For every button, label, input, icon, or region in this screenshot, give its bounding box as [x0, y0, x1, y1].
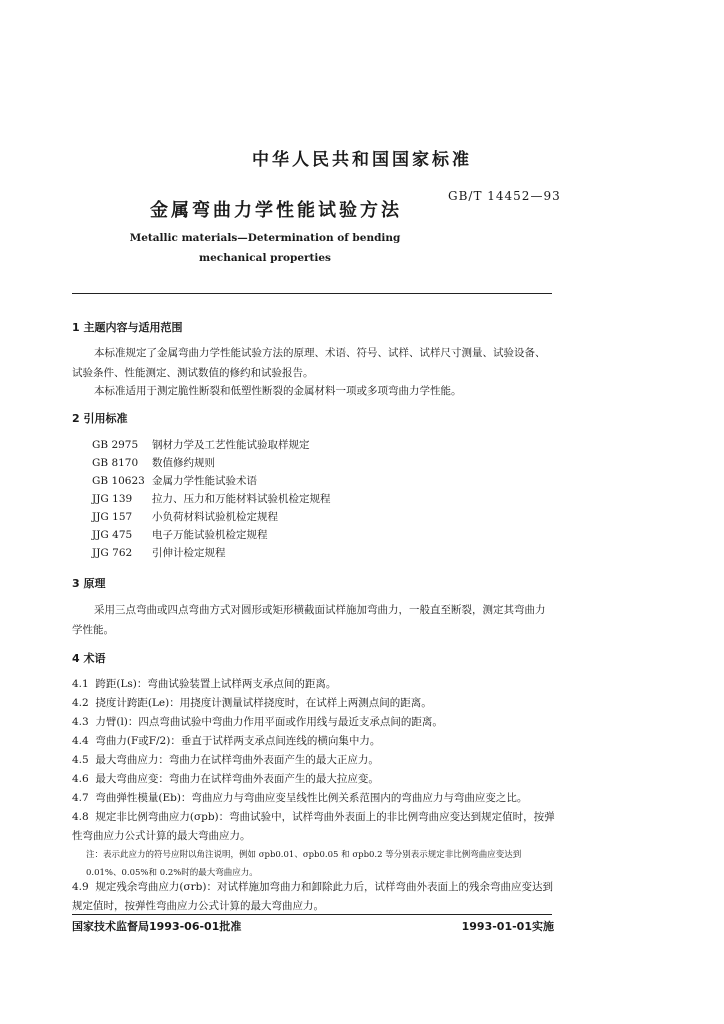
section-3-heading: 3 原理 — [72, 577, 106, 590]
reference-name: 电子万能试验机检定规程 — [152, 529, 268, 541]
reference-item — [92, 454, 331, 472]
reference-code: JJG 139 — [92, 493, 133, 505]
section-1-heading: 1 主题内容与适用范围 — [72, 321, 183, 334]
reference-item — [92, 436, 331, 454]
term-number: 4.6 — [72, 773, 89, 785]
term-number: 4.3 — [72, 716, 89, 728]
implementation-date: 1993-01-01实施 — [461, 920, 554, 933]
standard-number: GB/T 14452—93 — [448, 189, 561, 203]
term-number: 4.9 — [72, 881, 89, 893]
reference-item — [92, 544, 331, 562]
term-number: 4.7 — [72, 792, 89, 804]
reference-name: 钢材力学及工艺性能试验取样规定 — [152, 439, 310, 451]
reference-item — [92, 508, 331, 526]
section-4-heading: 4 术语 — [72, 652, 106, 665]
english-title-line1: Metallic materials—Determination of bending — [129, 232, 401, 244]
reference-code: GB 10623 — [92, 475, 145, 487]
section-2-heading: 2 引用标准 — [72, 412, 128, 425]
reference-name: 数值修约规则 — [152, 457, 215, 469]
reference-code: GB 8170 — [92, 457, 139, 469]
term-number: 4.1 — [72, 678, 89, 690]
term-text: 最大弯曲应变：弯曲力在试样弯曲外表面产生的最大拉应变。 — [95, 773, 379, 785]
term-number: 4.8 — [72, 811, 89, 823]
section-1-paragraph-1: 本标准规定了金属弯曲力学性能试验方法的原理、术语、符号、试样、试样尺寸测量、试验设备、试验条件、性能测定、测试数值的修约和试验报告。 — [72, 347, 546, 379]
term-item — [72, 713, 556, 732]
term-item — [72, 808, 556, 846]
standard-header: 中华人民共和国国家标准 — [252, 150, 472, 170]
term-item — [72, 675, 556, 694]
document-title: 金属弯曲力学性能试验方法 — [150, 200, 402, 221]
term-item — [72, 770, 556, 789]
reference-list — [92, 436, 331, 562]
reference-name: 引伸计检定规程 — [152, 547, 226, 559]
term-item — [72, 694, 556, 713]
reference-name: 小负荷材料试验机检定规程 — [152, 511, 278, 523]
english-title-line2: mechanical properties — [199, 252, 331, 264]
section-1-paragraph-2: 本标准适用于测定脆性断裂和低塑性断裂的金属材料一项或多项弯曲力学性能。 — [94, 385, 462, 397]
term-item — [72, 732, 556, 751]
term-text: 跨距(Ls)：弯曲试验装置上试样两支承点间的距离。 — [95, 678, 337, 690]
reference-item — [92, 490, 331, 508]
section-3-paragraph: 采用三点弯曲或四点弯曲方式对圆形或矩形横截面试样施加弯曲力，一般直至断裂，测定其弯曲力学性能。 — [72, 604, 546, 636]
term-number: 4.5 — [72, 754, 89, 766]
term-text: 规定非比例弯曲应力(σpb)：弯曲试验中，试样弯曲外表面上的非比例弯曲应变达到规定值时，按弹性弯曲应力公式计算的最大弯曲应力。 — [72, 811, 555, 842]
reference-code: JJG 475 — [92, 529, 133, 541]
term-note: 注：表示此应力的符号应附以角注说明，例如 σpb0.01、σpb0.05 和 σpb0.2 等分别表示规定非比例弯曲应变达到 0.01%、0.05%和 0.2%时的最大弯曲应力。 — [86, 850, 522, 878]
reference-code: JJG 762 — [92, 547, 133, 559]
term-text: 弯曲力(F或F/2)：垂直于试样两支承点间连线的横向集中力。 — [95, 735, 381, 747]
reference-item — [92, 526, 331, 544]
header-rule — [72, 293, 552, 294]
term-text: 最大弯曲应力：弯曲力在试样弯曲外表面产生的最大正应力。 — [95, 754, 379, 766]
footer-rule — [72, 914, 552, 915]
reference-name: 金属力学性能试验术语 — [152, 475, 257, 487]
term-number: 4.2 — [72, 697, 89, 709]
term-item — [72, 751, 556, 770]
term-text: 规定残余弯曲应力(σrb)：对试样施加弯曲力和卸除此力后，试样弯曲外表面上的残余弯曲应变达到规定值时，按弹性弯曲应力公式计算的最大弯曲应力。 — [72, 881, 553, 912]
term-item — [72, 878, 556, 916]
term-text: 弯曲弹性模量(Eb)：弯曲应力与弯曲应变呈线性比例关系范围内的弯曲应力与弯曲应变之比。 — [95, 792, 528, 804]
reference-name: 拉力、压力和万能材料试验机检定规程 — [152, 493, 331, 505]
term-text: 挠度计跨距(Le)：用挠度计测量试样挠度时，在试样上两测点间的距离。 — [95, 697, 432, 709]
term-number: 4.4 — [72, 735, 89, 747]
term-item — [72, 789, 556, 808]
reference-item — [92, 472, 331, 490]
approval-date: 国家技术监督局1993-06-01批准 — [72, 920, 242, 933]
reference-code: GB 2975 — [92, 439, 139, 451]
term-text: 力臂(l)：四点弯曲试验中弯曲力作用平面或作用线与最近支承点间的距离。 — [95, 716, 443, 728]
reference-code: JJG 157 — [92, 511, 133, 523]
